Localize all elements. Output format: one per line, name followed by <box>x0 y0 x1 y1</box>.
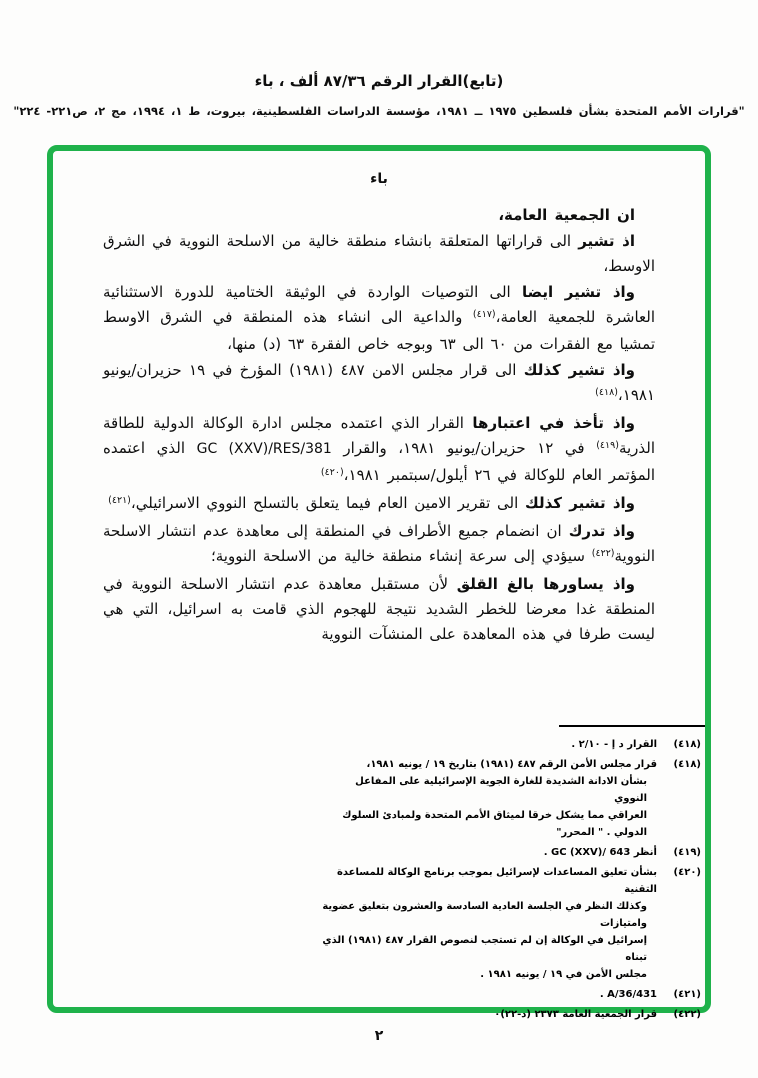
body-paragraph <box>103 203 655 228</box>
footnote-line: القرار د إ - ٢/١٠ . <box>571 739 657 750</box>
text-segment: ان الجمعية العامة، <box>498 206 635 224</box>
footnote-reference: (٤١٧) <box>472 309 496 320</box>
text-segment: واذ تشير كذلك <box>525 494 635 512</box>
footnote-text <box>321 844 657 861</box>
text-segment: الى قرار مجلس الامن ٤٨٧ (١٩٨١) المؤرخ في ١٩ حزيران/يونيو ١٩٨١، <box>103 361 655 404</box>
footnote-item <box>321 756 701 841</box>
footnote-line: العراقي مما يشكل خرقا لميثاق الأمم المتحدة ولمبادئ السلوك الدولي . " المحرر" <box>342 810 647 838</box>
footnote-line: بشأن تعليق المساعدات لإسرائيل بموجب برنامج الوكالة للمساعدة التقنية <box>337 867 657 895</box>
text-segment: واذ يساورها بالغ القلق <box>456 575 635 593</box>
page-number: ٢ <box>374 1028 384 1044</box>
footnote-line: قرار مجلس الأمن الرقم ٤٨٧ (١٩٨١) بتاريخ ١٩ / يونيه ١٩٨١، <box>366 759 657 770</box>
footnote-text <box>321 864 657 983</box>
footnote-separator <box>559 725 705 727</box>
body-paragraph <box>103 519 655 571</box>
text-segment: لأن مستقبل معاهدة عدم انتشار الاسلحة النووية في المنطقة غدا معرضا للخطر الشديد نتيجة للهجوم الذي قامت به اسرائيل، التي هي ليست طرفا في هذه المعاهدة على المنشآت النووية <box>103 575 655 643</box>
text-segment: واذ تدرك <box>568 522 635 540</box>
footnote-number: (٤٢٢) <box>673 1009 701 1020</box>
body-paragraph <box>103 358 655 410</box>
footnote-item <box>321 844 701 861</box>
source-citation: "قرارات الأمم المتحدة بشأن فلسطين ١٩٧٥ ــ ١٩٨١، مؤسسة الدراسات الفلسطينية، بيروت، ط ١، ١٩٩٤، مج ٢، ص٢٢١- ٢٢٤" <box>13 104 745 118</box>
body-paragraph <box>103 280 655 357</box>
footnote-number: (٤١٨) <box>673 759 701 770</box>
footnote-line: A/36/431 . <box>599 989 657 1000</box>
footnote-item <box>321 1006 701 1023</box>
footnote-text <box>321 986 657 1003</box>
footnote-item <box>321 986 701 1003</box>
footnote-line: بشأن الادانة الشديدة للغارة الجوية الإسرائيلية على المفاعل النووي <box>355 776 647 804</box>
document-frame <box>47 145 711 1020</box>
text-segment: اذ تشير <box>578 232 635 250</box>
text-segment: الى تقرير الامين العام فيما يتعلق بالتسلح النووي الاسرائيلي، <box>130 494 526 512</box>
section-letter: باء <box>370 171 388 187</box>
text-segment: في ١٢ حزيران/يونيو ١٩٨١، والقرار <box>331 439 597 457</box>
footnote-text <box>321 756 657 841</box>
footnote-number: (٤٢١) <box>673 989 701 1000</box>
footnote-line: قرار الجمعية العامة ٢٣٧٣ (د-٢٢)٠ <box>494 1009 657 1020</box>
text-segment: القرار الذي اعتمده مجلس ادارة الوكالة الدولية للطاقة الذرية <box>103 414 656 457</box>
footnote-reference: (٤٢١) <box>108 495 131 506</box>
text-segment: والداعية الى انشاء هذه المنطقة في الشرق الاوسط تمشيا مع الفقرات من ٦٠ الى ٦٣ وبوجه خاص الفقرة ٦٣ (د) منها، <box>103 308 655 353</box>
text-segment: واذ تأخذ في اعتبارها <box>472 414 635 432</box>
footnote-reference: (٤١٩) <box>596 440 619 451</box>
footnote-line: وكذلك النظر في الجلسة العادية السادسة والعشرون بتعليق عضوية وامتيازات <box>322 901 647 929</box>
text-segment: واذ تشير ايضا <box>521 283 635 301</box>
footnote-line: أنظر GC (XXV)/ 643 . <box>543 847 657 858</box>
footnote-text <box>321 736 657 753</box>
resolution-title: (تابع)القرار الرقم ٨٧/٣٦ ألف ، باء <box>254 72 504 90</box>
footnote-text <box>321 1006 657 1023</box>
text-segment: GC (XXV)/RES/381 <box>196 441 332 457</box>
text-segment: الى التوصيات الواردة في الوثيقة الختامية للدورة الاستثنائية العاشرة للجمعية العامة، <box>103 283 655 326</box>
footnote-number: (٤١٩) <box>673 847 701 858</box>
body-paragraph <box>103 411 655 490</box>
text-segment: الذي اعتمده المؤتمر العام للوكالة في ٢٦ أيلول/سبتمبر ١٩٨١، <box>103 439 655 484</box>
footnote-item <box>321 736 701 753</box>
footnote-number: (٤٢٠) <box>673 867 701 878</box>
body-paragraphs <box>103 203 655 648</box>
body-paragraph <box>103 229 655 279</box>
footnote-line: مجلس الأمن في ١٩ / يونيه ١٩٨١ . <box>480 969 647 980</box>
footnote-number: (٤١٨) <box>673 739 701 750</box>
footnote-line: إسرائيل في الوكالة إن لم تستجب لنصوص القرار ٤٨٧ (١٩٨١) الذي تبناه <box>322 935 647 963</box>
footnote-list <box>321 736 701 1026</box>
text-segment: واذ تشير كذلك <box>523 361 636 379</box>
text-segment: الى قراراتها المتعلقة بانشاء منطقة خالية من الاسلحة النووية في الشرق الاوسط، <box>103 232 655 275</box>
footnote-reference: (٤١٨) <box>595 387 618 398</box>
footnote-reference: (٤٢٢) <box>591 548 615 559</box>
body-paragraph <box>103 572 655 647</box>
text-segment: سيؤدي إلى سرعة إنشاء منطقة خالية من الاسلحة النووية؛ <box>211 547 592 565</box>
body-paragraph <box>103 491 655 518</box>
footnote-item <box>321 864 701 983</box>
text-segment: ان انضمام جميع الأطراف في المنطقة إلى معاهدة عدم انتشار الاسلحة النووية <box>103 522 655 565</box>
footnote-reference: (٤٢٠) <box>320 467 344 478</box>
